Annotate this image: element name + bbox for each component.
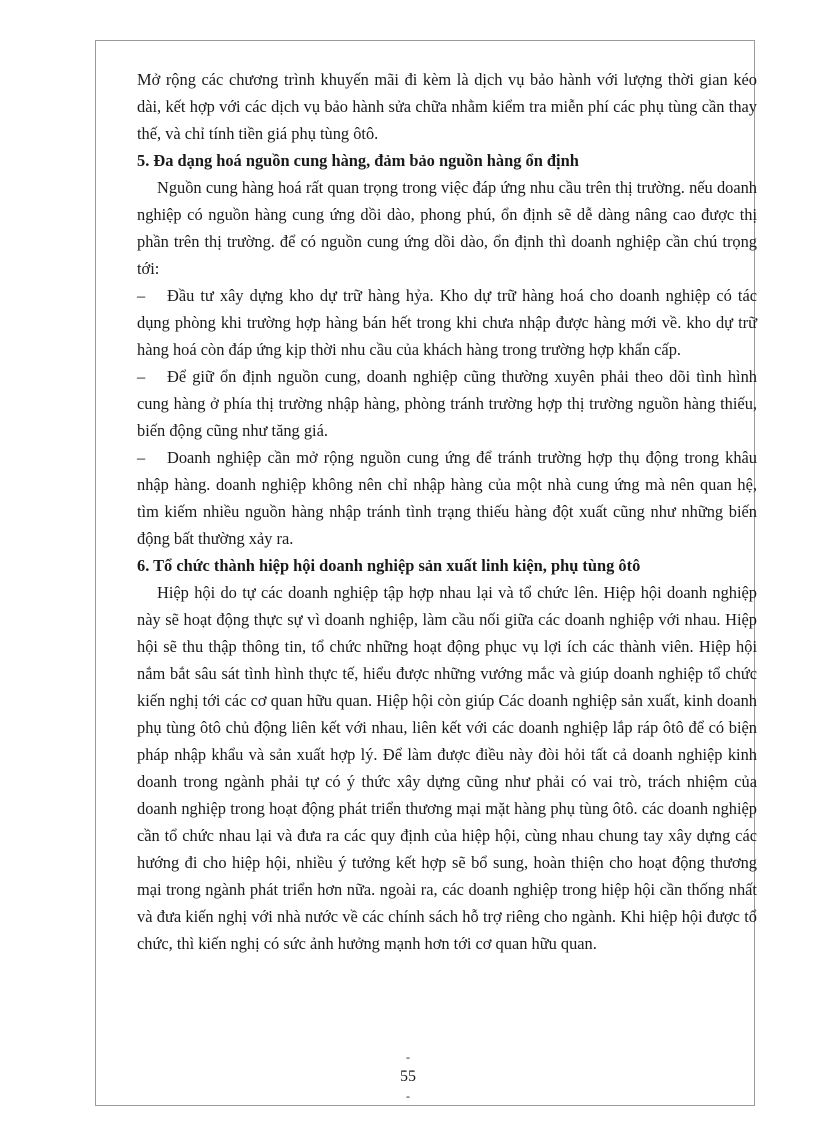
- bullet-dash: –: [137, 286, 146, 305]
- bullet-text: Để giữ ổn định nguồn cung, doanh nghiệp cũng thường xuyên phải theo dõi tình hình cung hàng ở phía thị trường nhập hàng, phòng tránh trường hợp thị trường nguồn hàng thiếu, biến động cũng như tăng giá.: [137, 367, 757, 440]
- footer-dash-bottom: -: [406, 1089, 410, 1103]
- section-heading-6: 6. Tổ chức thành hiệp hội doanh nghiệp sản xuất linh kiện, phụ tùng ôtô: [137, 556, 641, 575]
- page-number: 55: [400, 1068, 416, 1085]
- bullet-item-warehouse: [137, 282, 757, 363]
- bullet-item-monitor: [137, 363, 757, 444]
- bullet-dash: –: [137, 448, 146, 467]
- bullet-text: Doanh nghiệp cần mở rộng nguồn cung ứng để tránh trường hợp thụ động trong khâu nhập hàng. doanh nghiệp không nên chỉ nhập hàng của một nhà cung ứng mà nên quan hệ, tìm kiếm nhiều nguồn hàng nhập tránh tình trạng thiếu hàng đột xuất cũng như những biến động bất thường xảy ra.: [137, 448, 757, 548]
- bullet-dash: –: [137, 367, 146, 386]
- bullet-text: Đầu tư xây dựng kho dự trữ hàng hỷa. Kho dự trữ hàng hoá cho doanh nghiệp có tác dụng phòng khi trường hợp hàng bán hết trong khi chưa nhập được hàng mới về. kho dự trữ hàng hoá còn đáp ứng kịp thời nhu cầu của khách hàng trong trường hợp khẩn cấp.: [137, 286, 757, 359]
- paragraph-warranty: Mở rộng các chương trình khuyến mãi đi kèm là dịch vụ bảo hành với lượng thời gian kéo dài, kết hợp với các dịch vụ bảo hành sửa chữa nhằm kiểm tra miễn phí các phụ tùng cần thay thế, và chỉ tính tiền giá phụ tùng ôtô.: [137, 70, 757, 143]
- paragraph-association: Hiệp hội do tự các doanh nghiệp tập hợp nhau lại và tổ chức lên. Hiệp hội doanh nghiệp này sẽ hoạt động thực sự vì doanh nghiệp, làm cầu nối giữa các doanh nghiệp với nhau. Hiệp hội sẽ thu thập thông tin, tổ chức những hoạt động phục vụ lợi ích các thành viên. Hiệp hội nắm bắt sâu sát tình hình thực tế, hiểu được những vướng mắc và giúp doanh nghiệp tổ chức kiến nghị tới các cơ quan hữu quan. Hiệp hội còn giúp Các doanh nghiệp sản xuất, kinh doanh phụ tùng ôtô chủ động liên kết với nhau, liên kết với các doanh nghiệp lắp ráp ôtô để có biện pháp nhập khẩu và sản xuất hợp lý. Để làm được điều này đòi hỏi tất cả doanh nghiệp kinh doanh trong ngành phải tự có ý thức xây dựng cũng như phải có vai trò, trách nhiệm của doanh nghiệp trong hoạt động phát triển thương mại mặt hàng phụ tùng ôtô. các doanh nghiệp cần tổ chức nhau lại và đưa ra các quy định của hiệp hội, cùng nhau chung tay xây dựng các hướng đi cho hiệp hội, nhiều ý tưởng kết hợp sẽ bổ sung, hoàn thiện cho hoạt động thương mại trong ngành phát triển hơn nữa. ngoài ra, các doanh nghiệp trong hiệp hội cần thống nhất và đưa kiến nghị với nhà nước về các chính sách hỗ trợ riêng cho ngành. Khi hiệp hội được tổ chức, thì kiến nghị có sức ảnh hưởng mạnh hơn tới cơ quan hữu quan.: [137, 583, 757, 953]
- document-body: [137, 66, 757, 957]
- footer-dash-top: -: [406, 1050, 410, 1064]
- bullet-item-expand: [137, 444, 757, 552]
- paragraph-supply: Nguồn cung hàng hoá rất quan trọng trong việc đáp ứng nhu cầu trên thị trường. nếu doanh nghiệp có nguồn hàng cung ứng dồi dào, phong phú, ổn định sẽ dễ dàng nâng cao được thị phần trên thị trường. để có nguồn cung ứng dồi dào, ổn định thì doanh nghiệp cần chú trọng tới:: [137, 178, 757, 278]
- section-heading-5: 5. Đa dạng hoá nguồn cung hàng, đảm bảo nguồn hàng ổn định: [137, 151, 579, 170]
